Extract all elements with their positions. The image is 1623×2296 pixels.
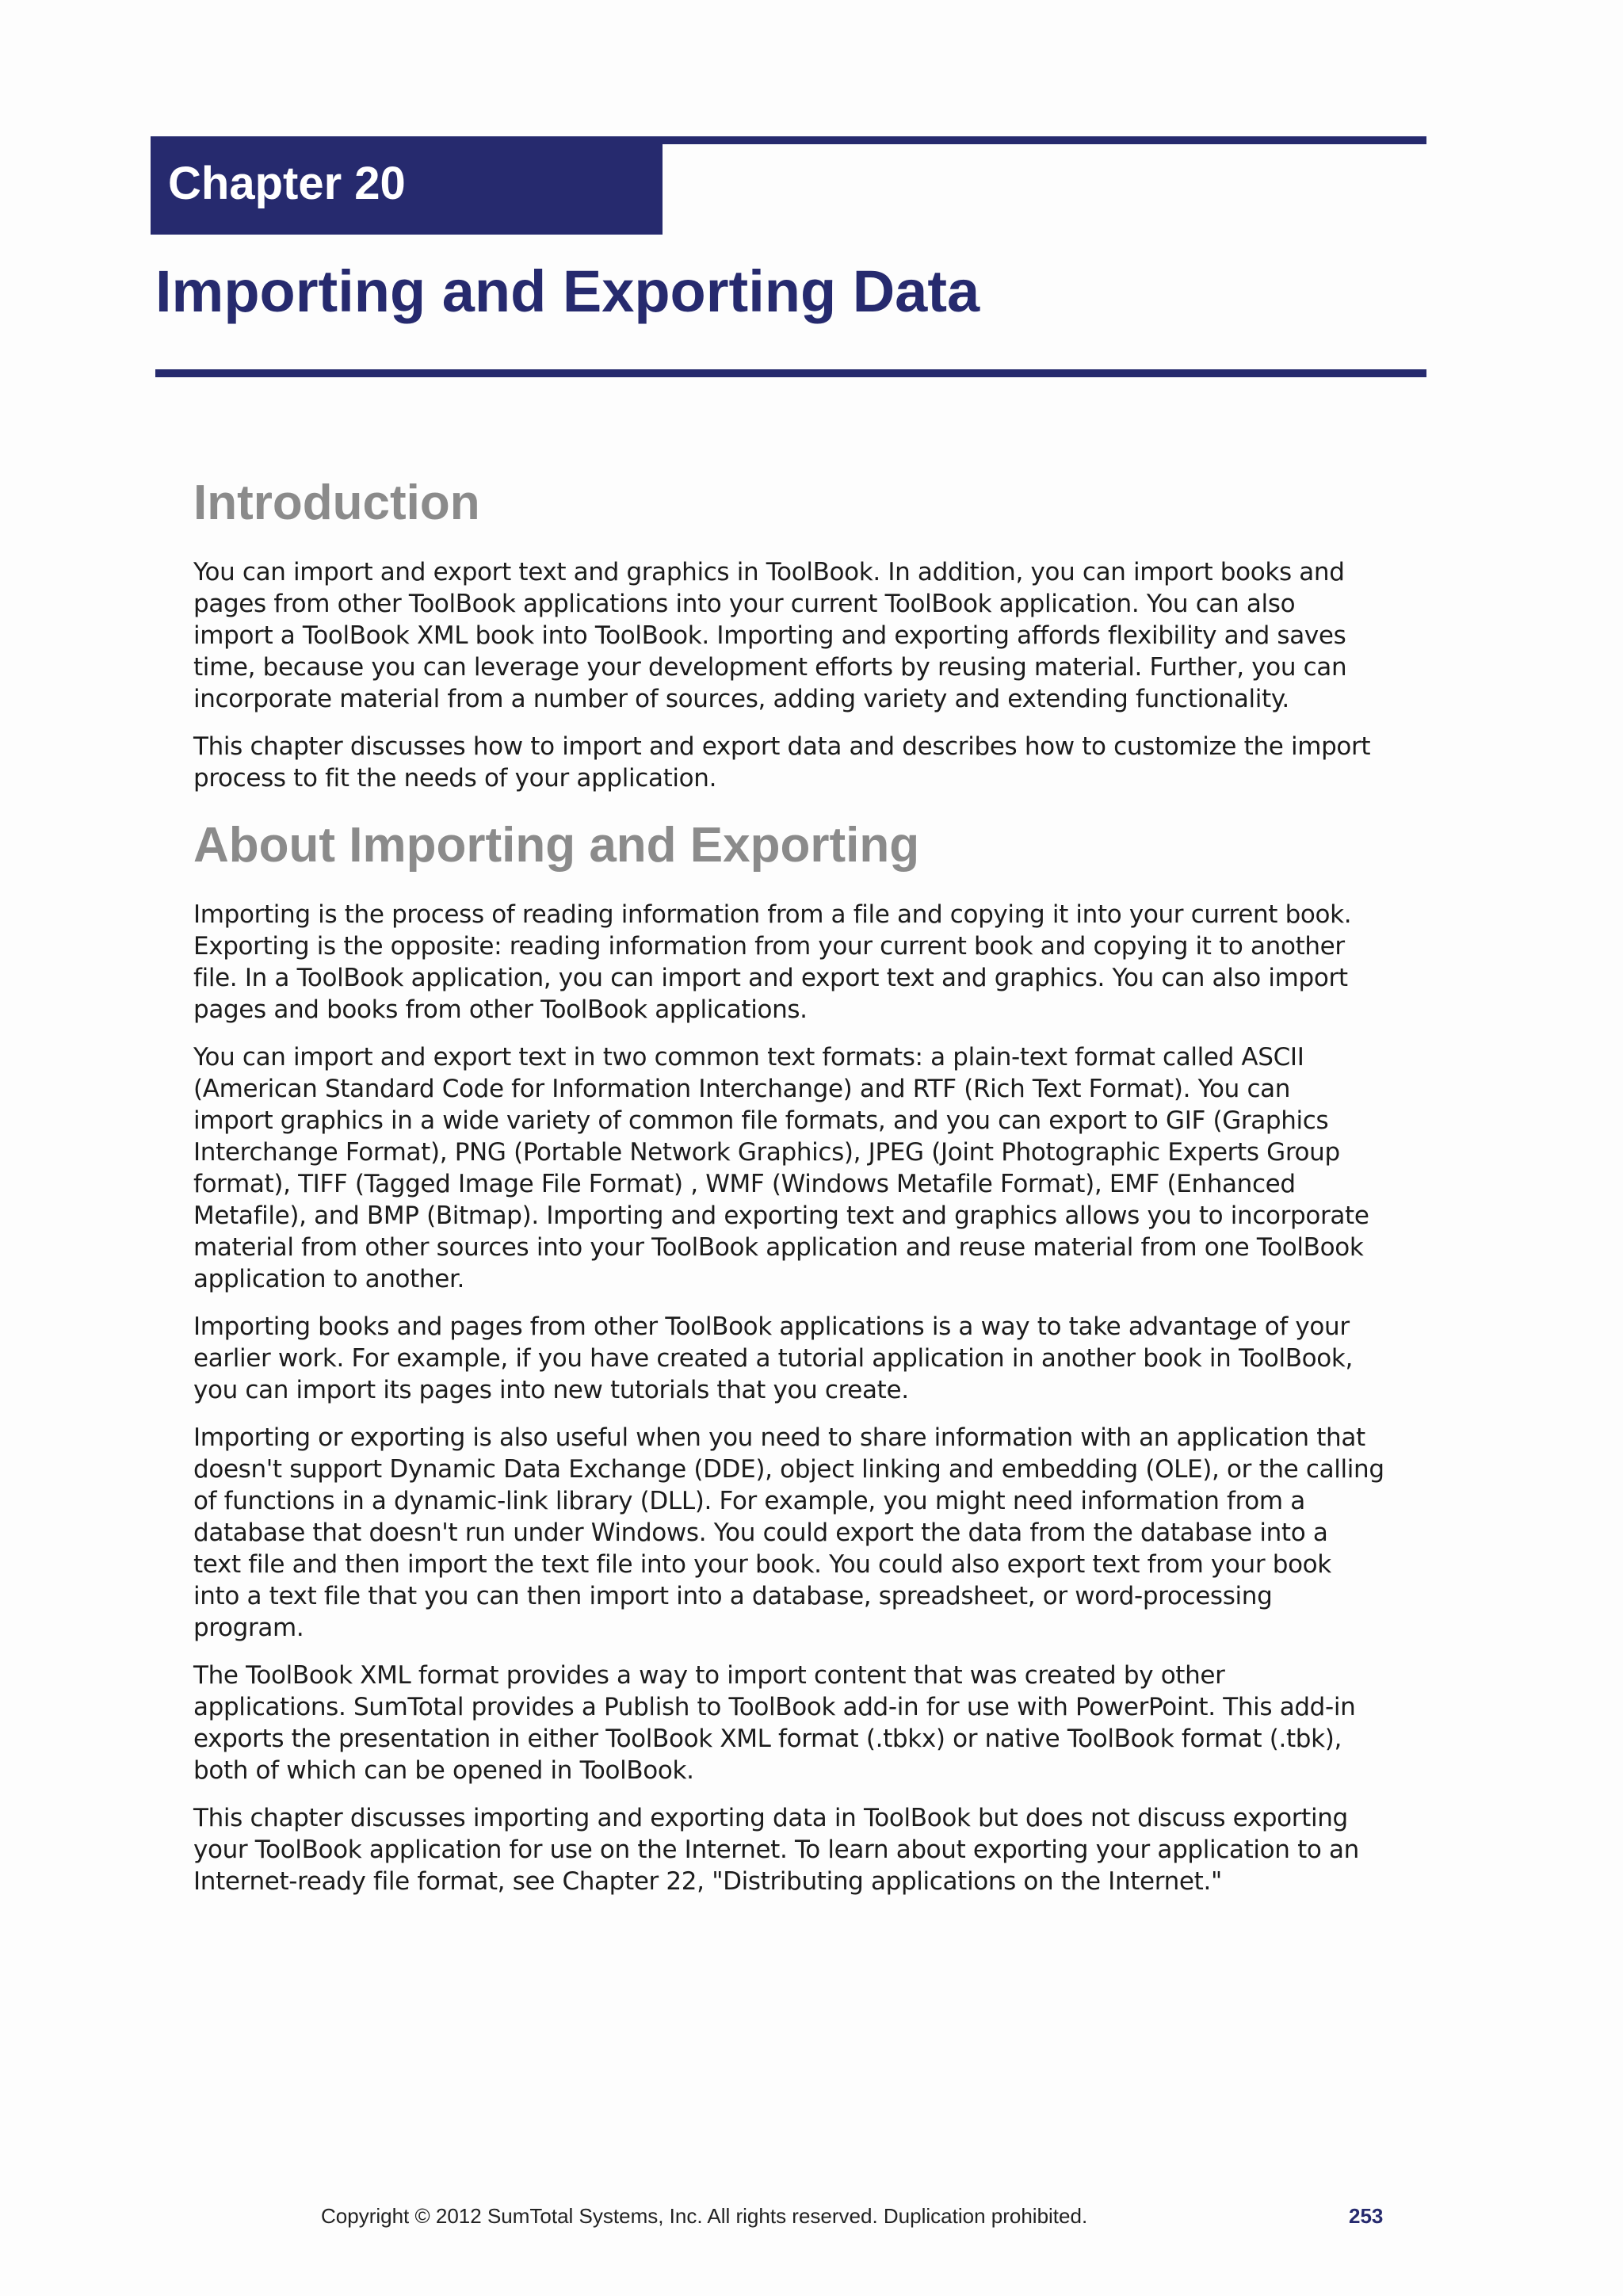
chapter-label: Chapter 20 xyxy=(168,158,406,209)
about-paragraph: This chapter discusses importing and exporting data in ToolBook but does not discuss exporting your ToolBook application for use on the Internet. To learn about exporting your application to an Internet-ready file format, see Chapter 22, "Distributing applications on the Internet." xyxy=(193,1804,1359,1896)
section-heading-introduction: Introduction xyxy=(193,476,480,530)
about-paragraph: Importing is the process of reading information from a file and copying it into your current book. Exporting is the opposite: reading information from your current book and copying it to another file. In a ToolBook application, you can import and export text and graphics. You can also import pages and books from other ToolBook applications. xyxy=(193,900,1352,1024)
chapter-bottom-rule xyxy=(155,369,1426,377)
intro-paragraph: This chapter discusses how to import and export data and describes how to customize the import process to fit the needs of your application. xyxy=(193,732,1371,793)
page-body xyxy=(193,468,1414,1913)
page-number: 253 xyxy=(1349,2204,1384,2228)
about-paragraph: Importing books and pages from other ToolBook applications is a way to take advantage of your earlier work. For example, if you have created a tutorial application in another book in ToolBook, you can import its pages into new tutorials that you create. xyxy=(193,1312,1354,1404)
about-paragraph: The ToolBook XML format provides a way to import content that was created by other applications. SumTotal provides a Publish to ToolBook add-in for use with PowerPoint. This add-in exports the presentation in either ToolBook XML format (.tbkx) or native ToolBook format (.tbk), both of which can be opened in ToolBook. xyxy=(193,1661,1356,1785)
about-paragraph: You can import and export text in two common text formats: a plain-text format called ASCII (American Standard Code for Information Interchange) and RTF (Rich Text Format). You can import graphics in a wide variety of common file formats, and you can export to GIF (Graphics Interchange Format), PNG (Portable Network Graphics), JPEG (Joint Photographic Experts Group format), TIFF (Tagged Image File Format) , WMF (Windows Metafile Format), EMF (Enhanced Metafile), and BMP (Bitmap). Importing and exporting text and graphics allows you to incorporate material from other sources into your ToolBook application and reuse material from one ToolBook application to another. xyxy=(193,1043,1369,1293)
chapter-title: Importing and Exporting Data xyxy=(155,258,980,324)
footer-copyright: Copyright © 2012 SumTotal Systems, Inc. All rights reserved. Duplication prohibited. xyxy=(321,2204,1088,2228)
section-heading-about-importing-exporting: About Importing and Exporting xyxy=(193,818,920,873)
intro-paragraph: You can import and export text and graphics in ToolBook. In addition, you can import books and pages from other ToolBook applications into your current ToolBook application. You can also import a ToolBook XML book into ToolBook. Importing and exporting affords flexibility and saves time, because you can leverage your development efforts by reusing material. Further, you can incorporate material from a number of sources, adding variety and extending functionality. xyxy=(193,558,1347,713)
about-paragraph: Importing or exporting is also useful when you need to share information with an application that doesn't support Dynamic Data Exchange (DDE), object linking and embedding (OLE), or the calling of functions in a dynamic-link library (DLL). For example, you might need information from a database that doesn't run under Windows. You could export the data from the database into a text file and then import the text file into your book. You could also export text from your book into a text file that you can then import into a database, spreadsheet, or word-processing program. xyxy=(193,1423,1384,1642)
